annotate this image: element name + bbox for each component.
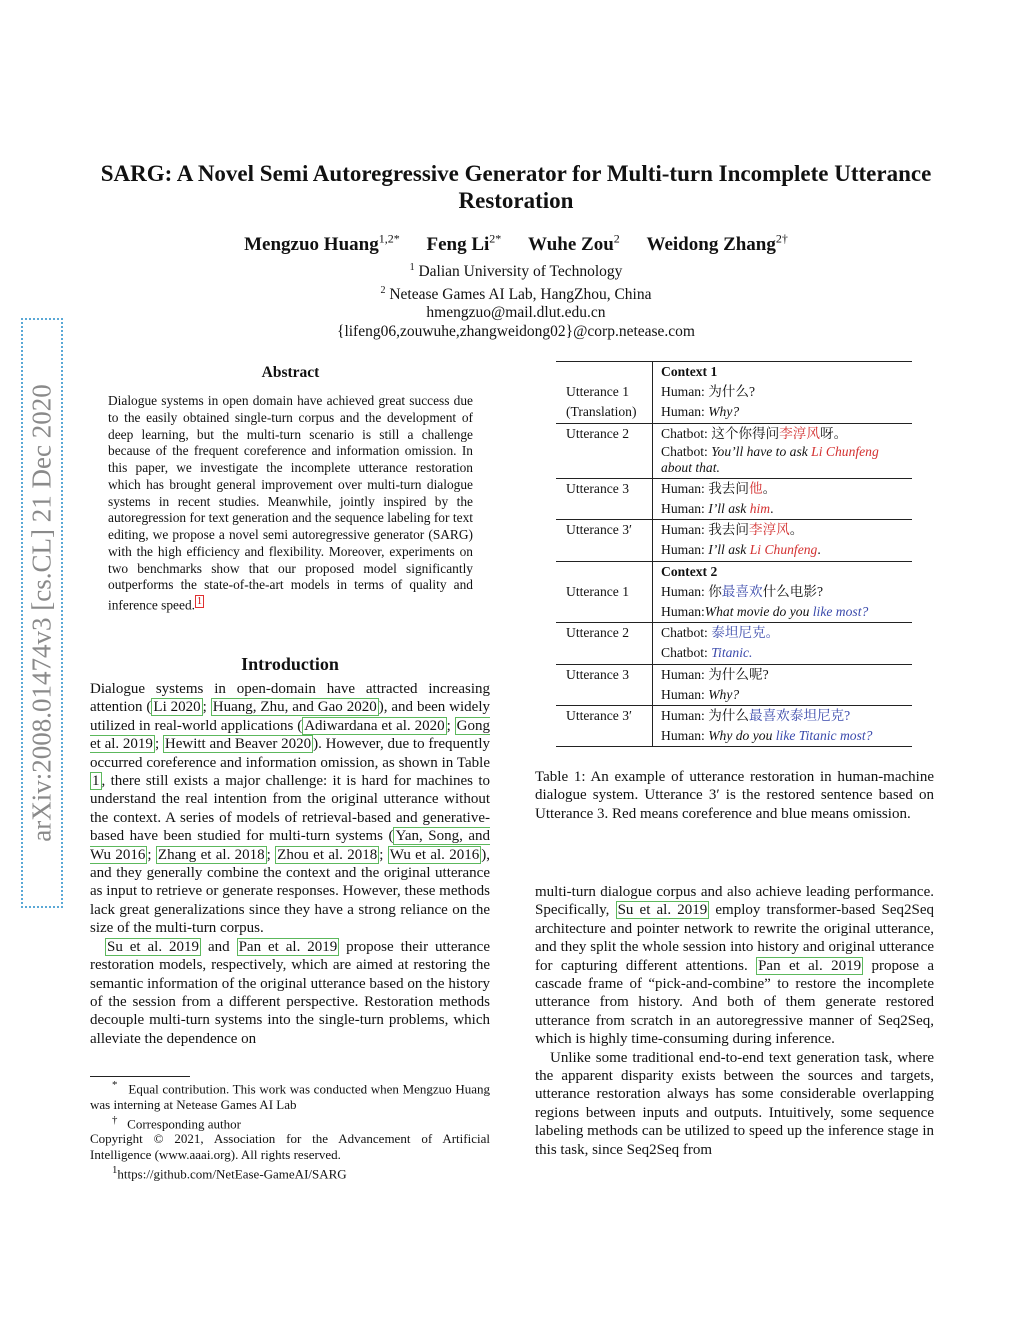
author: Feng $Li^{2*}$ [426, 232, 502, 256]
footnote-url: $^1$https://github.com/NetEase-GameAI/SARG [112, 1163, 347, 1181]
citation-link[interactable]: Pan et al. 2019 [758, 957, 862, 974]
row-label: Utterance 3′ [556, 706, 653, 727]
footnote-equal: * Equal contribution. This work was conducted when Mengzuo Huang was interning at Netease Games AI Lab [90, 1079, 490, 1112]
row-label: Utterance 1 [556, 582, 653, 602]
table-row: Utterance 1 Human: 你最喜欢什么电影? [556, 582, 912, 602]
table-row: Human:What movie do you like most? [556, 602, 912, 623]
affiliation-1: $^1$ Dalian University of Technology [409, 262, 623, 281]
table-caption: Table 1: An example of utterance restoration in human-machine dialogue system. Utterance 3′ is the restored sentence based on Utterance 3. Red means coreference and blue means omission. [535, 769, 934, 822]
table-row: (Translation) Human: Why? [556, 402, 912, 423]
citation-link[interactable]: Huang, Zhu, and Gao 2020 [212, 699, 377, 716]
table-row: Utterance 2 Chatbot: 泰坦尼克。 [556, 623, 912, 644]
table-ref-link[interactable]: 1 [92, 773, 100, 790]
citation-link[interactable]: Gong et al. 2019 [90, 717, 490, 753]
table-row: Human: Why do you like Titanic most? [556, 726, 912, 747]
row-label: Utterance 1 [556, 382, 653, 402]
table-row [556, 362, 912, 383]
citation-link[interactable]: Li 2020 [153, 699, 201, 716]
row-label: Utterance 3 [556, 664, 653, 685]
table-row: Human: I’ll ask him. [556, 499, 912, 520]
right-column-body [535, 883, 934, 1159]
abstract-heading: Abstract [261, 364, 320, 381]
row-label: Utterance 3′ [556, 520, 653, 541]
citation-link[interactable]: Yan, Song, and Wu 2016 [90, 828, 490, 863]
intro-paragraph-2: Su et al. 2019 and Pan et al. 2019 propose their utterance restoration models, respectively, which are aimed at restoring the semantic information of the original utterance based on the history of the session from a different perspective. Restoration methods decouple multi-turn systems into the single-turn problems, which alleviate the dependence on [90, 938, 490, 1047]
intro-heading: Introduction [241, 654, 339, 674]
citation-link[interactable]: Su et al. 2019 [107, 938, 200, 955]
table-row: Chatbot: Titanic. [556, 643, 912, 664]
table-row: Utterance 3 Human: 为什么呢? [556, 664, 912, 685]
table-row [556, 561, 912, 582]
footnotes [90, 1078, 490, 1182]
author: Mengzuo Huang$^{1,2*}$ [244, 232, 400, 256]
right-paragraph-2: Unlike some traditional end-to-end text generation task, where the apparent disparity exists between the sources and targets, utterance restoration always has some considerable overlapping regions between inputs and outputs. Intuitively, some sequence labeling methods can be utilized to speed up the inference stage in this task, since Seq2Seq from [535, 1049, 934, 1158]
intro-body [90, 680, 490, 1048]
email-2: {lifeng06,zouwuhe,zhangweidong02}@corp.netease.com [337, 322, 695, 340]
table-row: Chatbot: You’ll have to ask Li Chunfeng about that. [556, 444, 912, 479]
footnote-link[interactable]: 1 [197, 596, 202, 607]
row-label: Utterance 2 [556, 623, 653, 644]
row-label: Utterance 2 [556, 423, 653, 444]
row-label: Utterance 3 [556, 478, 653, 499]
citation-link[interactable]: Zhang et al. 2018 [157, 846, 265, 863]
right-paragraph-1: multi-turn dialogue corpus and also achieve leading performance. Specifically, Su et al. 2019 employ transformer-based Seq2Seq architecture and pointer network to rewrite the original utterance, and they split the whole session into history and original utterance for capturing different attentions. Pan et al. 2019 propose a cascade frame of “pick-and-combine” to restore the incomplete utterance from history. And both of them generate restored utterance from scratch in an autoregressive manner of Seq2Seq, which is highly time-consuming during inference. [535, 884, 935, 1048]
email-1: hmengzuo@mail.dlut.edu.cn [426, 304, 606, 322]
example-table [556, 361, 912, 747]
intro-paragraph-1: Dialogue systems in open-domain have attracted increasing attention ( Li 2020 ; Huang, Zhu, and Gao 2020 ), and been widely utilized in real-world applications ( Adiwardana et al. 2020 ; Gong et al. 2019 ; Hewitt and Beaver 2020 ). However, due to frequently occurred coreference and information omission, as shown in Table 1 , there still exists a major challenge: it is hard for machines to understand the real intention from the original utterance without the context. A series of models of retrieval-based and generative-based have been studied for multi-turn systems ( Yan, Song, and Wu 2016 ; Zhang et al. 2018 ; Zhou et al. 2018 ; Wu et al. 2016 ), and they generally combine the context and the original utterance as input to retrieve or generate responses. However, these methods lack great generalizations since they have a strong reliance on the size of the multi-turn corpus. [90, 681, 491, 937]
paper-title: SARG: A Novel Semi Autoregressive Generator for Multi-turn Incomplete Utterance Restoration [100, 161, 932, 213]
table-row: Human: I’ll ask Li Chunfeng. [556, 540, 912, 561]
table-row: Utterance 3′ Human: 我去问李淳风。 [556, 520, 912, 541]
context-header: Context 1 [653, 362, 913, 383]
citation-link[interactable]: Hewitt and Beaver 2020 [164, 736, 312, 753]
citation-link[interactable]: Pan et al. 2019 [238, 938, 338, 955]
arxiv-sidebar[interactable] [21, 318, 63, 908]
table-row: Utterance 3′ Human: 为什么最喜欢泰坦尼克? [556, 706, 912, 727]
affiliations [100, 259, 932, 341]
citation-link[interactable]: Zhou et al. 2018 [277, 846, 378, 863]
table-row: Human: Why? [556, 685, 912, 706]
citation-link[interactable]: Su et al. 2019 [617, 902, 708, 919]
affiliation-2: $^2$ Netease Games AI Lab, HangZhou, China [380, 284, 652, 303]
row-label: (Translation) [556, 402, 653, 423]
author: Weidong Zhang$^{2\dagger}$ [646, 232, 788, 256]
abstract-text: Dialogue systems in open domain have achieved great success due to the easily obtained single-turn corpus and the development of deep learning, but the multi-turn scenario is still a challenge because of the frequent coreference and information omission. In this paper, we investigate the incomplete utterance restoration which has brought general improvement over multi-turn dialogue systems in recent studies. Meanwhile, jointly inspired by the autoregression for text generation and the sequence labeling for text editing, we propose a novel semi autoregressive generator (SARG) with the high efficiency and flexibility. Moreover, experiments on two benchmarks show that our proposed model significantly outperforms the state-of-the-art models in terms of quality and inference speed. $^1$ [108, 393, 473, 613]
context-header: Context 2 [653, 561, 913, 582]
table-row: Utterance 1 Human: 为什么? [556, 382, 912, 402]
citation-link[interactable]: Wu et al. 2016 [389, 846, 480, 863]
author: Wuhe Zou$^2$ [528, 232, 620, 256]
table-row: Utterance 3 Human: 我去问他。 [556, 478, 912, 499]
author-list [100, 232, 932, 256]
footnote-rule [90, 1076, 190, 1077]
copyright-notice: Copyright © 2021, Association for the Advancement of Artificial Intelligence (www.aaai.org). All rights reserved. [90, 1131, 490, 1163]
arxiv-id: arXiv:2008.01474v3 [cs.CL] 21 Dec 2020 [26, 384, 57, 842]
footnote-corresponding: † Corresponding author [112, 1113, 241, 1131]
citation-link[interactable]: Adiwardana et al. 2020 [304, 717, 445, 734]
table-row: Utterance 2 Chatbot: 这个你得问李淳风呀。 [556, 423, 912, 444]
